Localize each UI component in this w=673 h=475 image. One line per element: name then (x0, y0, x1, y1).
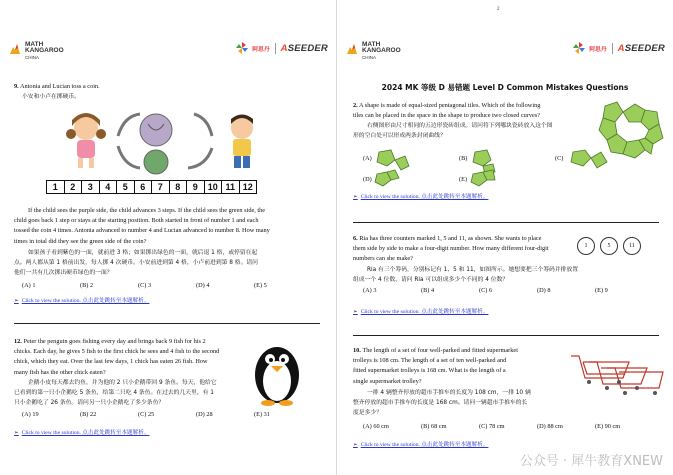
counter: 11 (623, 237, 641, 255)
q2-tile-options (373, 148, 643, 190)
option-a: (A) 1 (22, 282, 36, 289)
q9-illustration (56, 106, 276, 176)
number-track (46, 180, 257, 194)
aseeder-cn-name: 阿思丹 (252, 46, 270, 53)
track-cell: 5 (117, 181, 135, 193)
track-cell: 9 (187, 181, 205, 193)
option-b: (B) 68 cm (421, 423, 447, 430)
boy-icon (231, 115, 253, 169)
q10-solution-link[interactable]: ➢ Click to view the solution. 点击此处跳转至本题解析。 (353, 442, 489, 448)
q9-solution-link[interactable]: ➢ Click to view the solution. 点击此处跳转至本题解析。 (14, 298, 150, 304)
aseeder-cn-name: 阿思丹 (589, 46, 607, 53)
option-b: (B) 4 (421, 287, 435, 294)
mk-line1: MATH (362, 41, 381, 48)
q10-body-cn: 一排 4 辆整齐停放的超市手推车的长度为 108 cm，一排 10 辆 整齐停放的超市手推车的长度是 168 cm。请问一辆超市手推车的长 度是多少？ (353, 390, 531, 417)
track-cell: 12 (242, 182, 253, 192)
aseeder-logo (235, 41, 328, 55)
page-number: 2 (497, 7, 500, 12)
option-a: (A) 60 cm (363, 423, 389, 430)
track-cell: 10 (205, 181, 223, 193)
pinwheel-icon (572, 41, 586, 55)
q6-body-cn: Ria 有三个筹码，分别标记有 1、5 和 11，如图所示。她想要把三个筹码并排放置 组成一个 4 位数，请问 Ria 可以组成多少个不同的 4 位数？ (353, 267, 579, 284)
penguin-icon (246, 335, 308, 407)
option-c: (C) 3 (138, 282, 152, 289)
coin-icon (118, 114, 212, 174)
option-a: (A) 3 (363, 287, 377, 294)
q12-body-en: 12. Peter the penguin goes fishing every day and brings back 9 fish for his 2 chicks. Each day, he gives 5 fish to the first chick he sees and 4 fish to the second chick, which they eat. Over the last few days, 1 chick has eaten 26 fish. How many fish has the other chick eaten? (14, 338, 220, 376)
divider (14, 323, 320, 324)
option-d: (D) 28 (196, 411, 213, 418)
q6-solution-link[interactable]: ➢ Click to view the solution. 点击此处跳转至本题解析。 (353, 309, 489, 315)
q12-solution-link[interactable]: ➢ Click to view the solution. 点击此处跳转至本题解析。 (14, 430, 150, 436)
q2-body-cn: 右侧图形由尺寸相同的五边形瓷砖组成。请问将下列哪块瓷砖放入这个图 形的空白处可以形成两条封闭曲线？ (353, 123, 553, 140)
kangaroo-icon (345, 42, 359, 56)
option-d: (D) 4 (196, 282, 210, 289)
q9-body-cn: 如果孩子看到紫色的一面，就前进 3 格；如果掷出绿色的一面，就后退 1 格，或停留在起 点。两人都从第 1 格前出发，每人掷 4 次硬币。小安前进到第 4 格，小卢前进到第 8 格。请问 他们一共有几次掷出硬币绿色的一面？ (14, 250, 258, 277)
track-cell: 6 (135, 181, 153, 193)
counter: 5 (600, 237, 618, 255)
counter: 1 (577, 237, 595, 255)
track-cell: 11 (222, 181, 240, 193)
trolleys-icon (567, 350, 665, 398)
q6-body-en: 6. Ria has three counters marked 1, 5 and 11, as shown. She wants to place them side by side to make a four-digit number. How many different four-digit numbers can she make? (353, 235, 549, 263)
mk-line2: KANGAROO (362, 47, 401, 55)
q12-options (22, 411, 270, 418)
option-d: (D) (363, 176, 372, 183)
kangaroo-icon (8, 42, 22, 56)
track-cell: 2 (65, 181, 83, 193)
math-kangaroo-logo (8, 42, 64, 61)
option-d: (D) 8 (537, 287, 551, 294)
option-c: (C) 6 (479, 287, 493, 294)
q9-intro-cn: 小安和小卢在掷硬币。 (22, 94, 80, 100)
right-page (337, 0, 673, 475)
option-b: (B) 22 (80, 411, 97, 418)
option-c: (C) 78 cm (479, 423, 505, 430)
pinwheel-icon (235, 41, 249, 55)
q12-body-cn: 企鹅小皮每天都去钓鱼，并为他的 2 只小企鹅带回 9 条鱼。每天，他给它 已看到的第一只小企鹅吃 5 条鱼，给第二只吃 4 条鱼。在过去的几天里，有 1 只小企鹅吃了 26 条鱼。请问另一只小企鹅吃了多少条鱼？ (14, 380, 217, 407)
track-cell: 7 (152, 181, 170, 193)
mk-line3: CHINA (362, 54, 377, 60)
q9-intro: 9. Antonia and Lucian toss a coin. (14, 83, 100, 90)
aseeder-wordmark: ASEEDER (617, 42, 665, 54)
divider (353, 222, 659, 223)
q2-body-en: 2. A shape is made of equal-sized pentagonal tiles. Which of the following tiles can be placed in the space in the shape to produce two closed curves? (353, 102, 541, 120)
option-a: (A) 19 (22, 411, 39, 418)
option-e: (E) 31 (254, 411, 270, 418)
option-d: (D) 88 cm (537, 423, 563, 430)
q9-body-en: If the child sees the purple side, the child advances 3 steps. If the child sees the green side, the child goes back 1 step or stays at the starting position. Both started in front of number 1 and each tossed the coin 4 times. Antonia advanced to number 4 and Lucian advanced to number 8. How many times in total did they see the green side of the coin? (14, 207, 270, 245)
q6-options (363, 287, 608, 294)
wechat-watermark: 公众号 · 犀牛教育XNEW (519, 454, 663, 469)
track-cell: 3 (82, 181, 100, 193)
document-title: 2024 MK 等级 D 易错题 Level D Common Mistakes Questions (381, 83, 629, 92)
track-cell: 4 (100, 181, 118, 193)
option-e: (E) (459, 176, 468, 183)
divider (353, 335, 659, 336)
option-e: (E) 90 cm (595, 423, 621, 430)
left-page (0, 0, 336, 475)
mk-line1: MATH (25, 41, 44, 48)
aseeder-wordmark: ASEEDER (280, 42, 328, 54)
option-a: (A) (363, 155, 372, 162)
option-c: (C) 25 (138, 411, 155, 418)
option-e: (E) 5 (254, 282, 267, 289)
counters (577, 237, 641, 255)
option-e: (E) 9 (595, 287, 608, 294)
aseeder-logo (572, 41, 665, 55)
girl-icon (66, 113, 106, 168)
track-cell: 1 (47, 181, 65, 193)
option-c: (C) (555, 155, 564, 162)
q2-solution-link[interactable]: ➢ Click to view the solution. 点击此处跳转至本题解析。 (353, 194, 489, 200)
q10-body-en: 10. The length of a set of four well-parked and fitted supermarket trolleys is 108 cm. The length of a set of ten well-parked and fitted supermarket trolleys is 168 cm. What is the length of a single supermarket trolley? (353, 347, 518, 385)
option-b: (B) 2 (80, 282, 94, 289)
q10-options (363, 423, 620, 430)
track-cell: 8 (170, 181, 188, 193)
mk-line2: KANGAROO (25, 47, 64, 55)
option-b: (B) (459, 155, 468, 162)
math-kangaroo-logo (345, 42, 401, 61)
q9-options (22, 282, 267, 289)
mk-line3: CHINA (25, 54, 40, 60)
